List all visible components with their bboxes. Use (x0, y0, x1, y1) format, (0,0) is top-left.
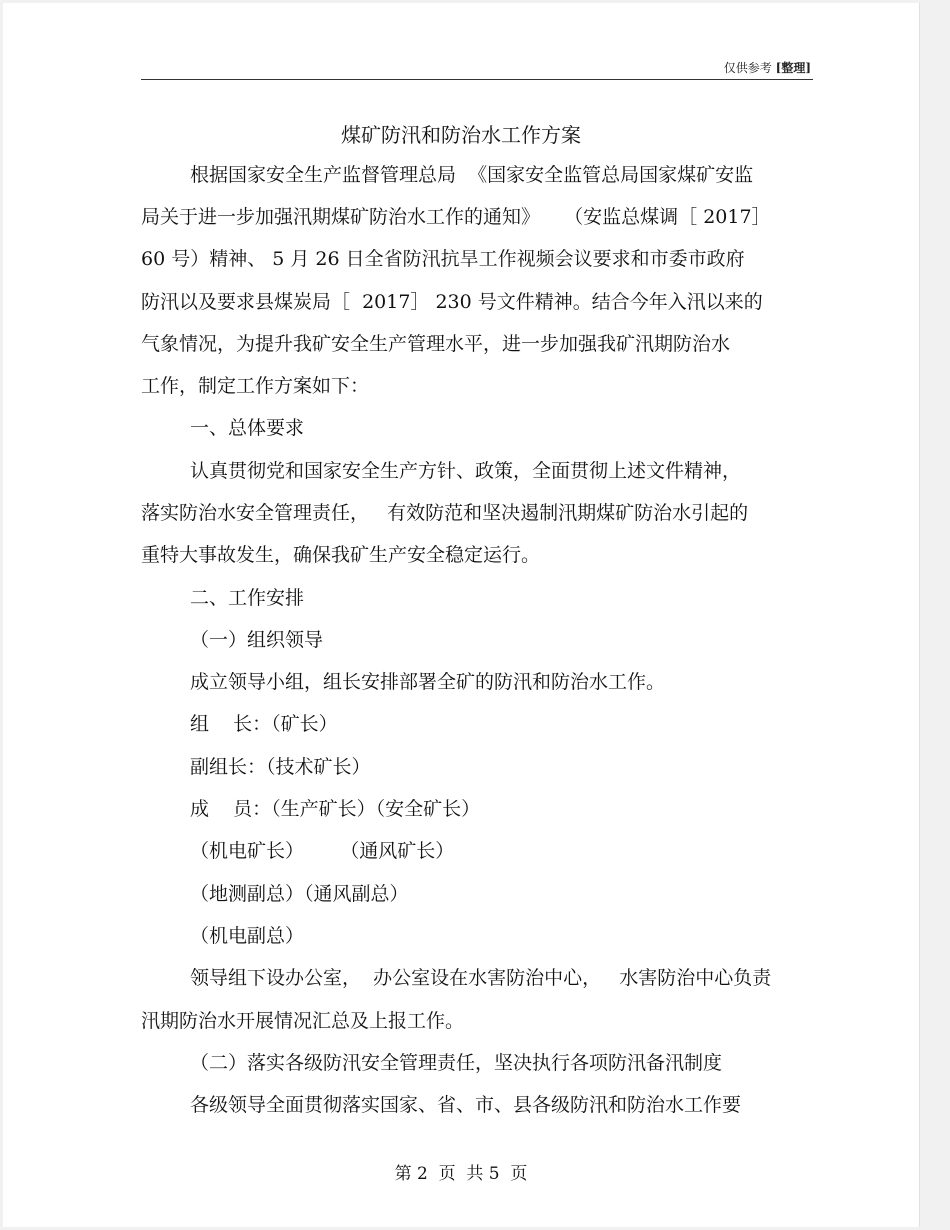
body-line: 成立领导小组，组长安排部署全矿的防汛和防治水工作。 (190, 671, 666, 693)
body-line: 气象情况，为提升我矿安全生产管理水平，进一步加强我矿汛期防治水 (141, 333, 731, 355)
body-line: 副组长：（技术矿长） (190, 756, 371, 778)
body-line: 60 号）精神、 5 月 26 日全省防汛抗旱工作视频会议要求和市委市政府 (141, 248, 745, 270)
body-line: 根据国家安全生产监督管理总局 《国家安全监管总局国家煤矿安监 (190, 164, 754, 186)
body-line: 认真贯彻党和国家安全生产方针、政策，全面贯彻上述文件精神， (190, 460, 742, 482)
subsection-heading: （一）组织领导 (190, 629, 324, 651)
document-page (3, 3, 920, 1227)
body-line: （机电副总） (190, 925, 305, 947)
body-line: 工作，制定工作方案如下： (141, 375, 370, 397)
section-heading: 一、总体要求 (190, 417, 305, 439)
page-number: 第 2 页 共 5 页 (394, 1164, 528, 1184)
body-line: 局关于进一步加强汛期煤矿防治水工作的通知》 （安监总煤调［ 2017］ (141, 206, 771, 228)
body-line: 防汛以及要求县煤炭局［ 2017］ 230 号文件精神。结合今年入汛以来的 (141, 291, 763, 313)
header-note-bracket: [整理] (775, 61, 811, 75)
body-line: 落实防治水安全管理责任， 有效防范和坚决遏制汛期煤矿防治水引起的 (141, 502, 749, 524)
body-line: 领导组下设办公室， 办公室设在水害防治中心， 水害防治中心负责 (190, 967, 772, 989)
header-note (724, 59, 811, 76)
document-title: 煤矿防汛和防治水工作方案 (341, 123, 581, 147)
body-line: 重特大事故发生，确保我矿生产安全稳定运行。 (141, 544, 541, 566)
body-line: 成 员：（生产矿长）（安全矿长） (190, 798, 481, 820)
body-line: 组 长：（矿长） (190, 713, 338, 735)
header-rule (141, 79, 813, 80)
body-line: 各级领导全面贯彻落实国家、省、市、县各级防汛和防治水工作要 (190, 1094, 742, 1116)
header-note-text: 仅供参考 (723, 61, 772, 75)
body-line: 汛期防治水开展情况汇总及上报工作。 (141, 1010, 465, 1032)
body-line: （机电矿长） （通风矿长） (190, 840, 455, 862)
section-heading: 二、工作安排 (190, 587, 305, 609)
body-line: （地测副总）（通风副总） (190, 883, 409, 905)
subsection-heading: （二）落实各级防汛安全管理责任，坚决执行各项防汛备汛制度 (190, 1052, 723, 1074)
